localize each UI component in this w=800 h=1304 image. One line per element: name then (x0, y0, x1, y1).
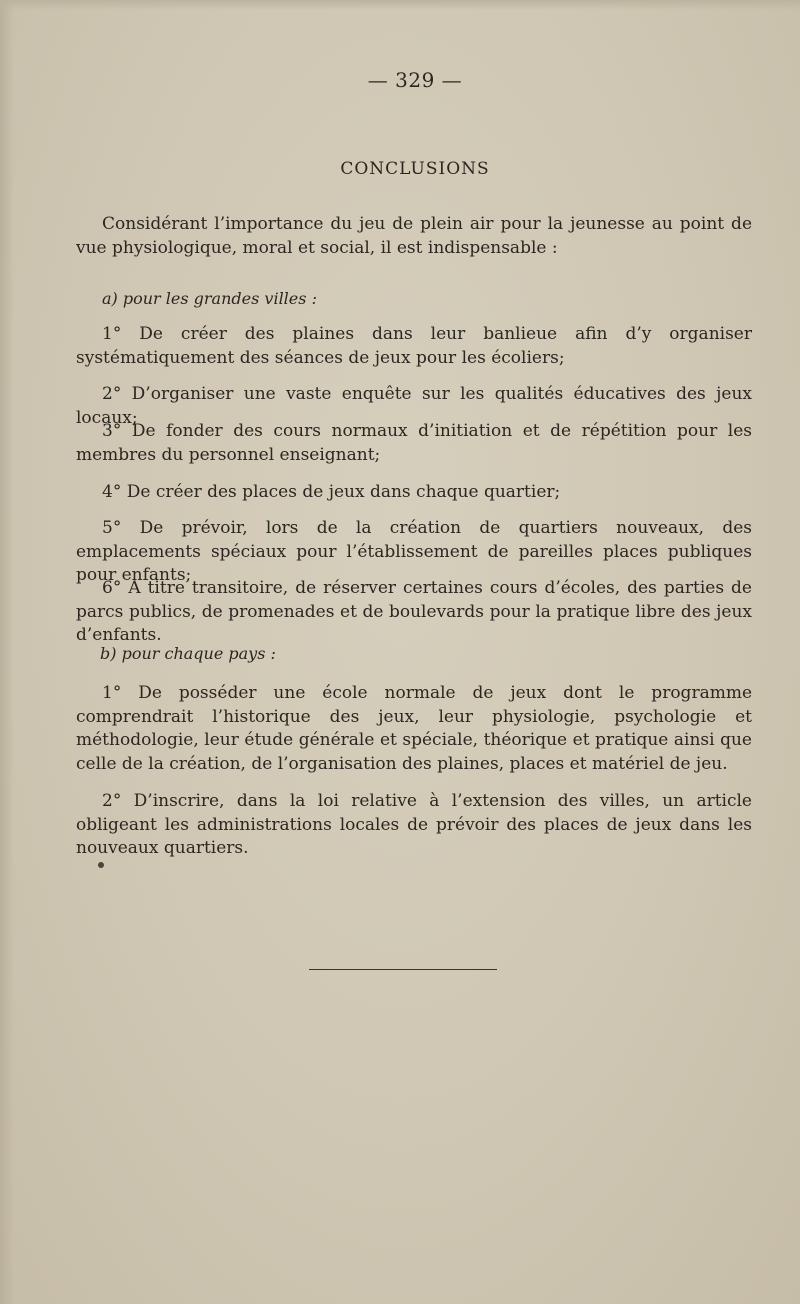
list-item-a5: 5° De prévoir, lors de la création de quartiers nouveaux, des emplacements spéciaux pour l’établissement de pareilles places publiques pour enfants; (76, 518, 752, 585)
section-heading: CONCLUSIONS (340, 159, 490, 179)
ink-speck (98, 862, 104, 868)
list-item-a4: 4° De créer des places de jeux dans chaque quartier; (102, 482, 561, 502)
list-item-b2: 2° D’inscrire, dans la loi relative à l’extension des villes, un article obligeant les administrations locales de prévoir des places de jeux dans les nouveaux quartiers. (76, 791, 752, 858)
page-edge-shadow-left (0, 0, 14, 1304)
intro-paragraph: Considérant l’importance du jeu de plein air pour la jeunesse au point de vue physiologique, moral et social, il est indispensable : (76, 214, 752, 258)
list-item-a6: 6° A titre transitoire, de réserver certaines cours d’écoles, des parties de parcs publics, de promenades et de boulevards pour la pratique libre des jeux d’enfants. (76, 578, 752, 645)
horizontal-rule (309, 969, 497, 970)
list-item-b1: 1° De posséder une école normale de jeux dont le programme comprendrait l’historique des jeux, leur physiologie, psychologie et méthodologie, leur étude générale et spéciale, théorique et pratique ainsi que celle de la création, de l’organisation des plaines, places et matériel de jeu. (76, 683, 752, 774)
subsection-b-label: b) pour chaque pays : (100, 644, 276, 663)
subsection-a-label: a) pour les grandes villes : (102, 289, 317, 308)
page-number: — 329 — (367, 68, 463, 92)
list-item-a3: 3° De fonder des cours normaux d’initiation et de répétition pour les membres du personnel enseignant; (76, 421, 752, 465)
list-item-a1: 1° De créer des plaines dans leur banlieue afin d’y organiser systématiquement des séances de jeux pour les écoliers; (76, 324, 752, 368)
list-item-a2: 2° D’organiser une vaste enquête sur les qualités éducatives des jeux locaux; (76, 384, 752, 428)
page-edge-shadow-top (0, 0, 800, 10)
